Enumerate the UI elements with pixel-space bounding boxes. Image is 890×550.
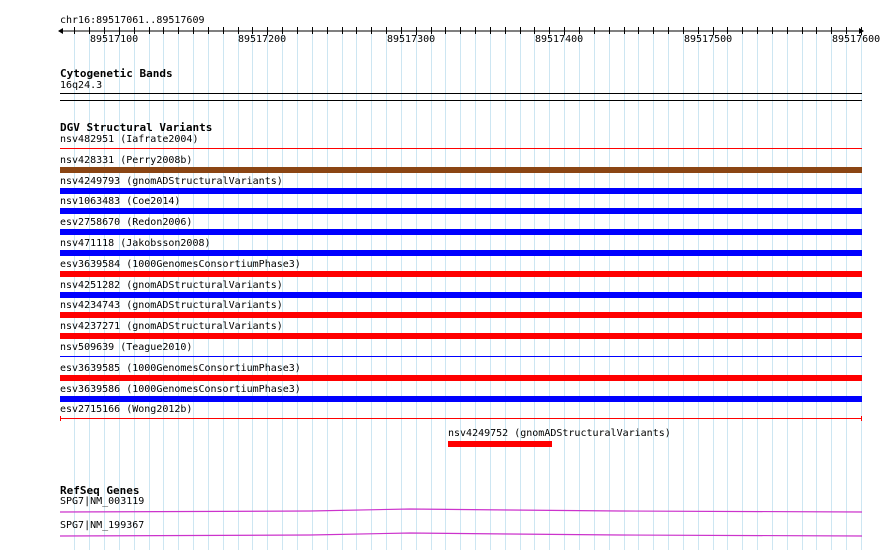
ruler-tick-label: 89517100 <box>90 34 139 45</box>
refseq-track-title: RefSeq Genes <box>60 484 140 497</box>
variant-label: nsv428331 (Perry2008b) <box>60 155 193 166</box>
ruler-tick-label: 89517300 <box>387 34 436 45</box>
variant-end-cap <box>861 416 862 421</box>
grid-line <box>327 27 328 550</box>
variant-label: esv2715166 (Wong2012b) <box>60 404 193 415</box>
variant-end-cap <box>60 416 61 421</box>
grid-line <box>787 27 788 550</box>
variant-bar[interactable] <box>60 271 862 277</box>
grid-line <box>802 27 803 550</box>
grid-line <box>431 27 432 550</box>
gene-intron-line <box>60 533 862 536</box>
variant-bar[interactable] <box>60 167 862 173</box>
variant-label: nsv509639 (Teague2010) <box>60 342 193 353</box>
grid-line <box>861 27 862 550</box>
gene-label: SPG7|NM_199367 <box>60 520 145 531</box>
ruler-tick-label: 89517400 <box>535 34 584 45</box>
grid-line <box>624 27 625 550</box>
grid-line <box>564 27 565 550</box>
grid-line <box>594 27 595 550</box>
grid-line <box>342 27 343 550</box>
grid-line <box>816 27 817 550</box>
variant-bar[interactable] <box>60 148 862 149</box>
grid-line <box>356 27 357 550</box>
grid-line <box>609 27 610 550</box>
cytoband-track-title: Cytogenetic Bands <box>60 67 173 80</box>
grid-line <box>742 27 743 550</box>
grid-line <box>445 27 446 550</box>
cytoband-label: 16q24.3 <box>60 80 103 91</box>
variant-bar[interactable] <box>60 418 862 419</box>
grid-line <box>534 27 535 550</box>
partial-variant-bar[interactable] <box>448 441 552 447</box>
cytoband-band-top[interactable] <box>60 93 862 94</box>
ruler-tick-label: 89517600 <box>832 34 881 45</box>
variant-bar[interactable] <box>60 312 862 318</box>
grid-line <box>683 27 684 550</box>
grid-line <box>505 27 506 550</box>
grid-line <box>386 27 387 550</box>
variant-label: nsv471118 (Jakobsson2008) <box>60 238 211 249</box>
grid-line <box>490 27 491 550</box>
variant-label: esv3639586 (1000GenomesConsortiumPhase3) <box>60 384 301 395</box>
variant-label: esv3639585 (1000GenomesConsortiumPhase3) <box>60 363 301 374</box>
grid-line <box>698 27 699 550</box>
variant-label: nsv4237271 (gnomADStructuralVariants) <box>60 321 283 332</box>
variant-bar[interactable] <box>60 292 862 298</box>
variant-bar[interactable] <box>60 356 862 357</box>
gene-model[interactable] <box>60 529 862 539</box>
variant-label: nsv4234743 (gnomADStructuralVariants) <box>60 300 283 311</box>
grid-line <box>460 27 461 550</box>
grid-line <box>727 27 728 550</box>
grid-line <box>401 27 402 550</box>
grid-line <box>668 27 669 550</box>
grid-line <box>846 27 847 550</box>
variant-label: nsv4251282 (gnomADStructuralVariants) <box>60 280 283 291</box>
grid-line <box>653 27 654 550</box>
variant-bar[interactable] <box>60 188 862 194</box>
variant-bar[interactable] <box>60 375 862 381</box>
grid-line <box>520 27 521 550</box>
dgv-track-title: DGV Structural Variants <box>60 121 213 134</box>
ruler-tick-label: 89517500 <box>684 34 733 45</box>
grid-line <box>772 27 773 550</box>
variant-label: nsv1063483 (Coe2014) <box>60 196 181 207</box>
grid-line <box>416 27 417 550</box>
grid-line <box>831 27 832 550</box>
variant-label: esv3639584 (1000GenomesConsortiumPhase3) <box>60 259 301 270</box>
gene-intron-line <box>60 509 862 512</box>
variant-bar[interactable] <box>60 333 862 339</box>
ruler-tick-label: 89517200 <box>238 34 287 45</box>
grid-line <box>638 27 639 550</box>
gene-model[interactable] <box>60 505 862 515</box>
variant-bar[interactable] <box>60 396 862 402</box>
variant-bar[interactable] <box>60 250 862 256</box>
ruler-left-arrow <box>58 28 63 34</box>
gene-label: SPG7|NM_003119 <box>60 496 145 507</box>
variant-label: nsv482951 (Iafrate2004) <box>60 134 199 145</box>
grid-line <box>549 27 550 550</box>
variant-label: nsv4249793 (gnomADStructuralVariants) <box>60 176 283 187</box>
grid-line <box>757 27 758 550</box>
grid-line <box>297 27 298 550</box>
region-label: chr16:89517061..89517609 <box>60 15 205 26</box>
variant-bar[interactable] <box>60 229 862 235</box>
partial-variant-label: nsv4249752 (gnomADStructuralVariants) <box>448 428 671 439</box>
grid-line <box>312 27 313 550</box>
variant-label: esv2758670 (Redon2006) <box>60 217 193 228</box>
grid-line <box>371 27 372 550</box>
cytoband-band-bottom[interactable] <box>60 100 862 101</box>
grid-line <box>579 27 580 550</box>
variant-bar[interactable] <box>60 208 862 214</box>
grid-line <box>475 27 476 550</box>
grid-line <box>713 27 714 550</box>
